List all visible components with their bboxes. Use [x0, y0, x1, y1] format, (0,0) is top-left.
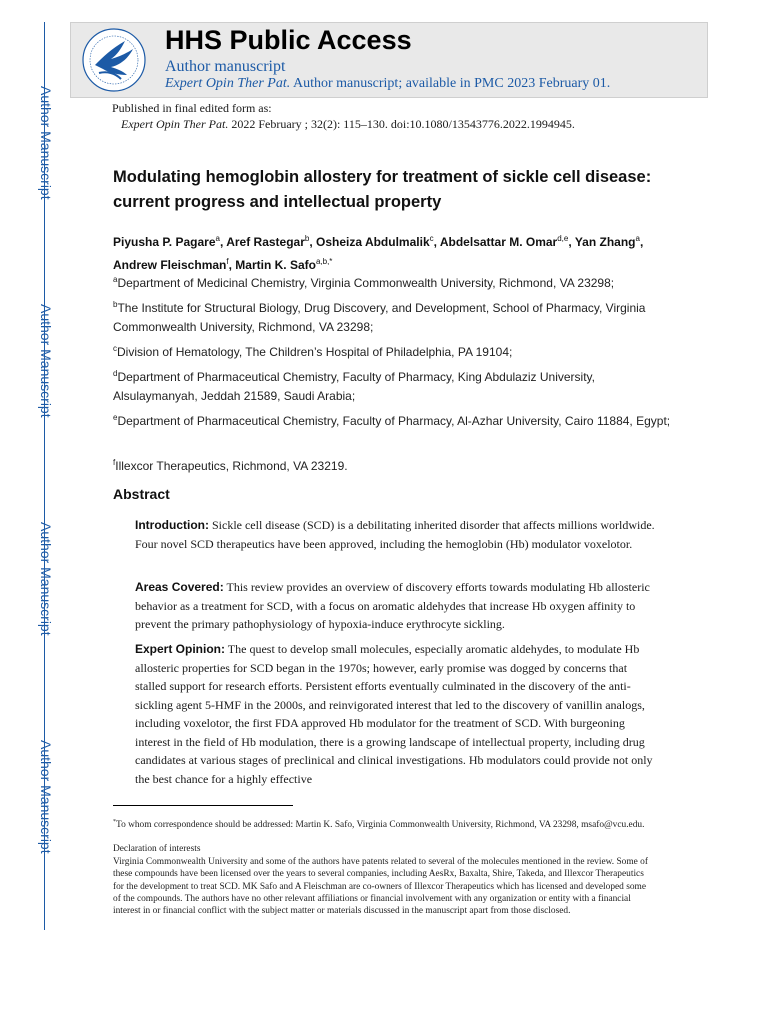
affiliation-b — [113, 295, 673, 337]
author-sup: c — [429, 234, 434, 243]
areas-label: Areas Covered: — [135, 580, 224, 594]
author-name: Yan Zhang — [574, 235, 636, 249]
affiliation-text: Illexcor Therapeutics, Richmond, VA 23219. — [115, 459, 348, 473]
published-citation — [121, 117, 575, 132]
citation-journal: Expert Opin Ther Pat. — [121, 117, 229, 131]
affiliation-sup: d — [113, 369, 118, 378]
author-sep: , — [639, 235, 644, 249]
affiliation-text: Department of Medicinal Chemistry, Virginia Commonwealth University, Richmond, VA 23298; — [117, 276, 615, 290]
footnote-rule — [113, 805, 293, 806]
availability-line — [165, 76, 610, 92]
author-name: Martin K. Safo — [235, 258, 316, 272]
hhs-banner — [70, 22, 708, 98]
journal-name: Expert Opin Ther Pat. — [165, 76, 291, 91]
footnote-correspondence — [113, 816, 653, 831]
affiliation-e — [113, 408, 673, 431]
author-sup: d,e — [557, 234, 569, 243]
affiliation-a — [113, 270, 673, 293]
areas-text: This review provides an overview of discovery efforts towards modulating Hb allosteric behavior as a treatment for SCD, with a focus on aromatic aldehydes that increase Hb oxygen affinity to prevent the primary pathophysiology of hypoxia-induce erythrocyte sickling. — [135, 580, 650, 631]
author-sup: f — [226, 257, 229, 266]
affiliation-sup: c — [113, 344, 117, 353]
author-name: Piyusha P. Pagare — [113, 235, 216, 249]
affiliation-sup: a — [113, 275, 118, 284]
author-name: Osheiza Abdulmalik — [316, 235, 430, 249]
paper-title: Modulating hemoglobin allostery for treatment of sickle cell disease: current progress and intellectual property — [113, 168, 652, 211]
intro-text: Sickle cell disease (SCD) is a debilitating inherited disorder that affects millions worldwide. Four novel SCD therapeutics have been approved, including the hemoglobin (Hb) modulator voxelotor. — [135, 518, 655, 551]
author-name: Andrew Fleischman — [113, 258, 227, 272]
author-sep: , — [309, 235, 317, 249]
declaration-heading: Declaration of interests — [113, 844, 201, 854]
expert-text: The quest to develop small molecules, especially aromatic aldehydes, to modulate Hb allosteric properties for SCD began in the 1970s; however, early promise was dogged by concerns that stalled support for research efforts. Persistent efforts eventually culminated in the discovery of the anti-sickling agent 5-HMF in the 2000s, and reinvigorated interest that led to the discovery of vanillin analogs, including voxelotor, the first FDA approved Hb modulator for the treatment of SCD. With burgeoning interest in the field of Hb modulation, there is a growing landscape of intellectual property, including drug candidates at various stages of preclinical and clinical investigations. Hb modulators could provide not only the best chance for a highly effective — [135, 642, 653, 786]
affiliation-text: Department of Pharmaceutical Chemistry, Faculty of Pharmacy, Al-Azhar University, Cairo 11884, Egypt; — [117, 414, 671, 428]
hhs-title: HHS Public Access — [165, 25, 412, 55]
expert-label: Expert Opinion: — [135, 642, 225, 656]
abstract-expert-opinion — [135, 640, 655, 788]
author-sep: , — [228, 258, 236, 272]
author-sup: a,b,* — [315, 257, 333, 266]
author-sep: , — [219, 235, 227, 249]
author-sup: b — [304, 234, 310, 243]
hhs-eagle-seal-icon — [81, 27, 147, 93]
affiliation-sup: b — [113, 300, 118, 309]
author-name: Abdelsattar M. Omar — [439, 235, 558, 249]
author-name: Aref Rastegar — [226, 235, 305, 249]
side-label-4: Author Manuscript — [38, 740, 54, 854]
abstract-introduction — [135, 516, 655, 553]
affiliation-text: Division of Hematology, The Children’s Hospital of Philadelphia, PA 19104; — [117, 345, 513, 359]
author-sup: a — [215, 234, 220, 243]
affiliation-c — [113, 339, 673, 362]
side-label-1: Author Manuscript — [38, 86, 54, 200]
abstract-areas-covered — [135, 578, 655, 634]
affiliation-text: Department of Pharmaceutical Chemistry, Faculty of Pharmacy, King Abdulaziz University, Alsulaymanyah, Jeddah 21589, Saudi Arabia; — [113, 370, 595, 403]
side-label-3: Author Manuscript — [38, 522, 54, 636]
intro-label: Introduction: — [135, 518, 209, 532]
availability-text: Author manuscript; available in PMC 2023 February 01. — [292, 76, 611, 91]
published-label: Published in final edited form as: — [112, 101, 272, 115]
affiliation-sup: f — [113, 458, 116, 467]
author-list — [113, 229, 673, 275]
abstract-heading: Abstract — [113, 486, 170, 502]
corr-mark: * — [113, 819, 116, 825]
author-manuscript-label: Author manuscript — [165, 58, 286, 75]
correspondence-text: To whom correspondence should be addressed: Martin K. Safo, Virginia Commonwealth University, Richmond, VA 23298, msafo@vcu.edu. — [116, 820, 645, 831]
author-sep: , — [568, 235, 575, 249]
author-sep: , — [433, 235, 440, 249]
declaration-text: Virginia Commonwealth University and some of the authors have patents related to several of the molecules mentioned in the review. Some of these compounds have been licensed over the years to several companies, including AesRx, Baxalta, Shire, Takeda, and Illexcor Therapeutics for the development to treat SCD. MK Safo and A Fleischman are co-owners of Illexcor Therapeutics which has licensed and developed some of the compounds. The authors have no other relevant affiliations or financial involvement with any organization or entity with a financial interest in or financial conflict with the subject matter or materials discussed in the manuscript apart from those disclosed. — [113, 857, 648, 917]
affiliation-sup: e — [113, 413, 118, 422]
author-sup: a — [635, 234, 640, 243]
affiliation-text: The Institute for Structural Biology, Drug Discovery, and Development, School of Pharmacy, Virginia Commonwealth University, Richmond, VA 23298; — [113, 301, 646, 334]
affiliation-d — [113, 364, 673, 406]
side-label-2: Author Manuscript — [38, 304, 54, 418]
citation-details: 2022 February ; 32(2): 115–130. doi:10.1080/13543776.2022.1994945. — [231, 117, 575, 131]
affiliation-f — [113, 453, 673, 476]
